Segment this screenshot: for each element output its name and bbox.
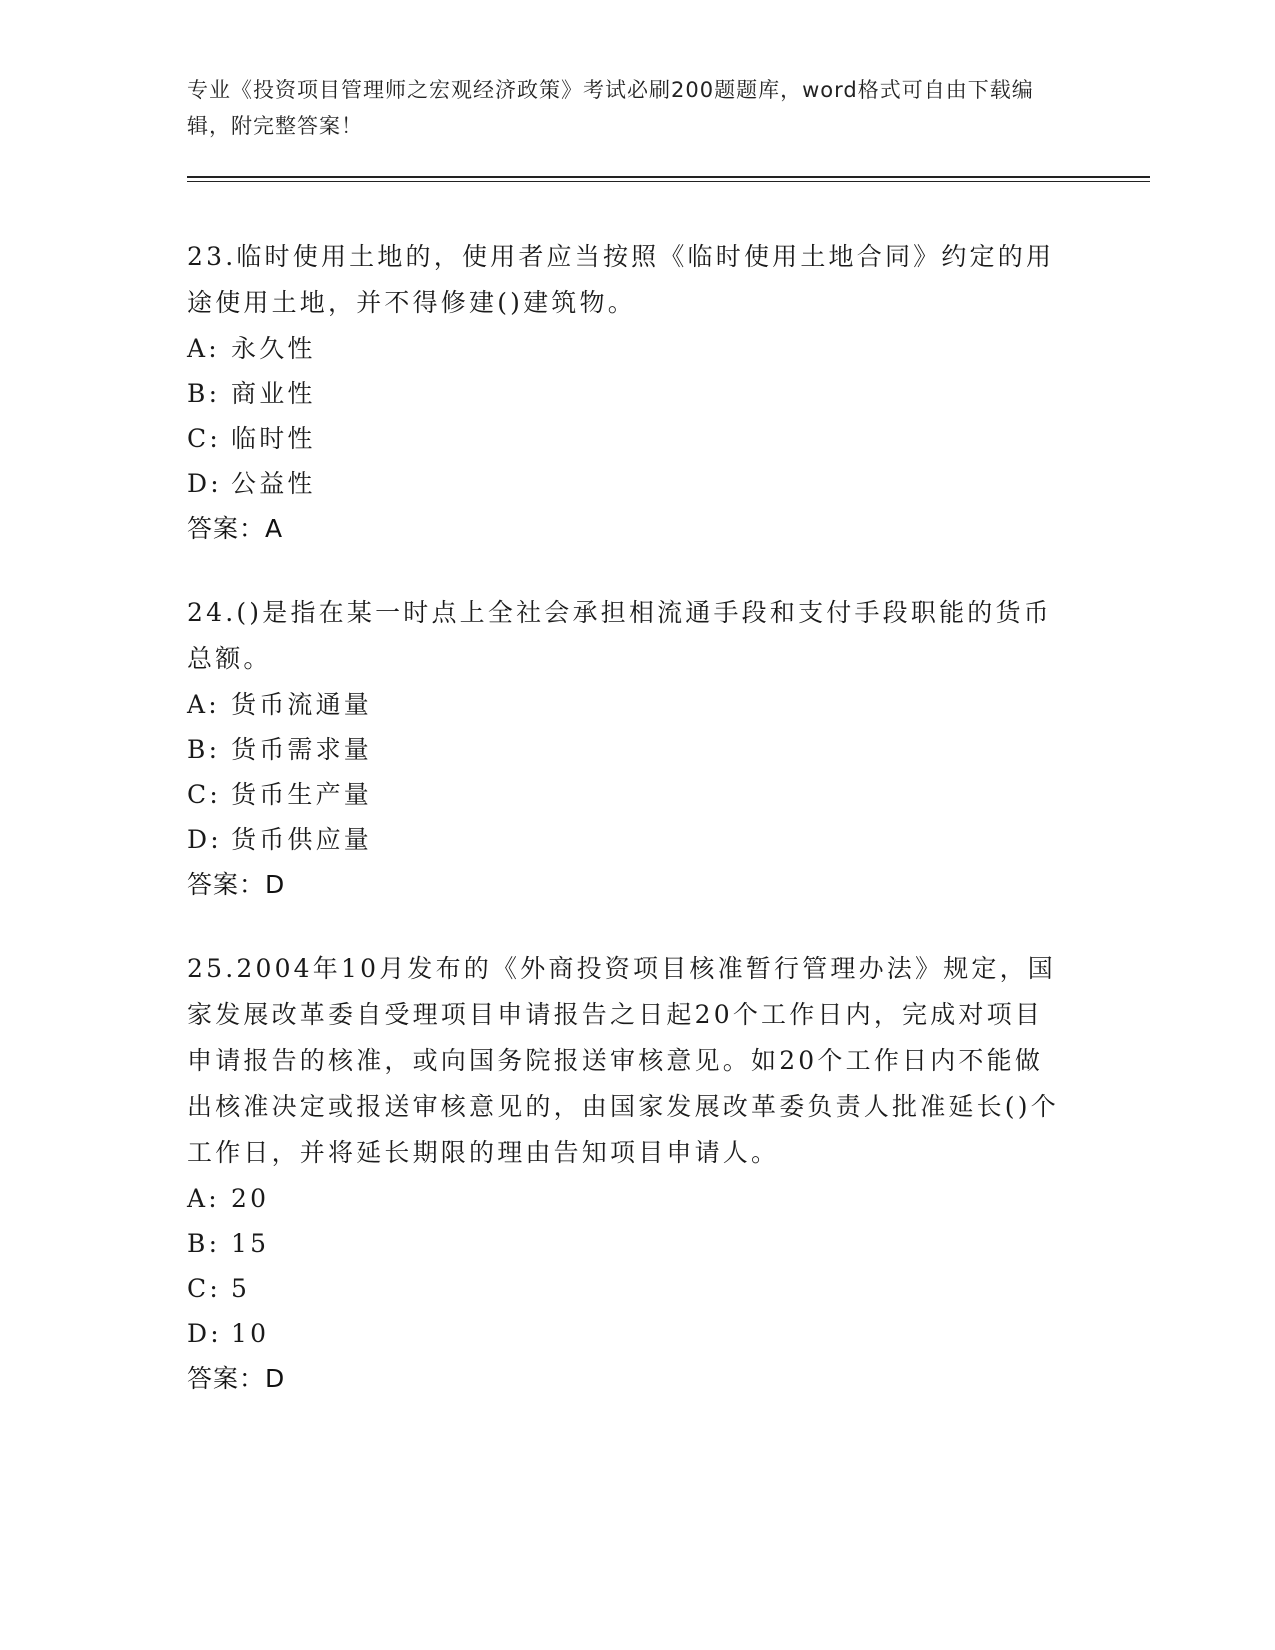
option-key: D:	[187, 1319, 222, 1348]
option-key: A:	[187, 690, 220, 719]
option-text: 货币流通量	[231, 690, 373, 719]
option-key: C:	[187, 424, 221, 453]
option-c	[187, 1266, 1067, 1311]
option-a	[187, 326, 1067, 371]
option-text: 15	[231, 1229, 270, 1258]
option-b	[187, 371, 1067, 416]
option-a	[187, 1176, 1067, 1221]
option-text: 商业性	[231, 379, 316, 408]
option-a	[187, 682, 1067, 727]
option-key: A:	[187, 1184, 220, 1213]
question-24	[187, 590, 1067, 908]
option-text: 20	[231, 1184, 270, 1213]
answer-label: 答案：D	[187, 870, 286, 899]
option-key: C:	[187, 1274, 221, 1303]
option-text: 公益性	[231, 469, 316, 498]
option-d	[187, 461, 1067, 506]
header-divider-thick	[187, 176, 1150, 178]
question-23	[187, 234, 1067, 552]
option-d	[187, 1311, 1067, 1356]
header-divider-thin	[187, 181, 1150, 182]
question-text: 24.()是指在某一时点上全社会承担相流通手段和支付手段职能的货币总额。	[187, 598, 1052, 673]
option-b	[187, 727, 1067, 772]
answer-label: 答案：D	[187, 1364, 286, 1393]
question-25	[187, 946, 1067, 1402]
option-c	[187, 416, 1067, 461]
option-text: 10	[231, 1319, 270, 1348]
option-text: 货币需求量	[231, 735, 373, 764]
option-key: D:	[187, 469, 222, 498]
question-text: 23.临时使用土地的，使用者应当按照《临时使用土地合同》约定的用途使用土地，并不得修建()建筑物。	[187, 242, 1055, 317]
option-text: 永久性	[231, 334, 316, 363]
option-d	[187, 817, 1067, 862]
option-key: A:	[187, 334, 220, 363]
question-text: 25.2004年10月发布的《外商投资项目核准暂行管理办法》规定，国家发展改革委自受理项目申请报告之日起20个工作日内，完成对项目申请报告的核准，或向国务院报送审核意见。如20个工作日内不能做出核准决定或报送审核意见的，由国家发展改革委负责人批准延长()个工作日，并将延长期限的理由告知项目申请人。	[187, 954, 1059, 1167]
option-key: D:	[187, 825, 222, 854]
option-b	[187, 1221, 1067, 1266]
option-c	[187, 772, 1067, 817]
option-text: 货币生产量	[231, 780, 373, 809]
option-key: B:	[187, 1229, 221, 1258]
option-text: 临时性	[231, 424, 316, 453]
option-key: B:	[187, 735, 221, 764]
question-list	[187, 234, 1067, 1440]
document-header: 专业《投资项目管理师之宏观经济政策》考试必刷200题题库，word格式可自由下载编辑，附完整答案！	[187, 78, 1034, 138]
option-text: 货币供应量	[231, 825, 373, 854]
option-key: B:	[187, 379, 221, 408]
answer-label: 答案：A	[187, 514, 284, 543]
option-text: 5	[231, 1274, 251, 1303]
option-key: C:	[187, 780, 221, 809]
